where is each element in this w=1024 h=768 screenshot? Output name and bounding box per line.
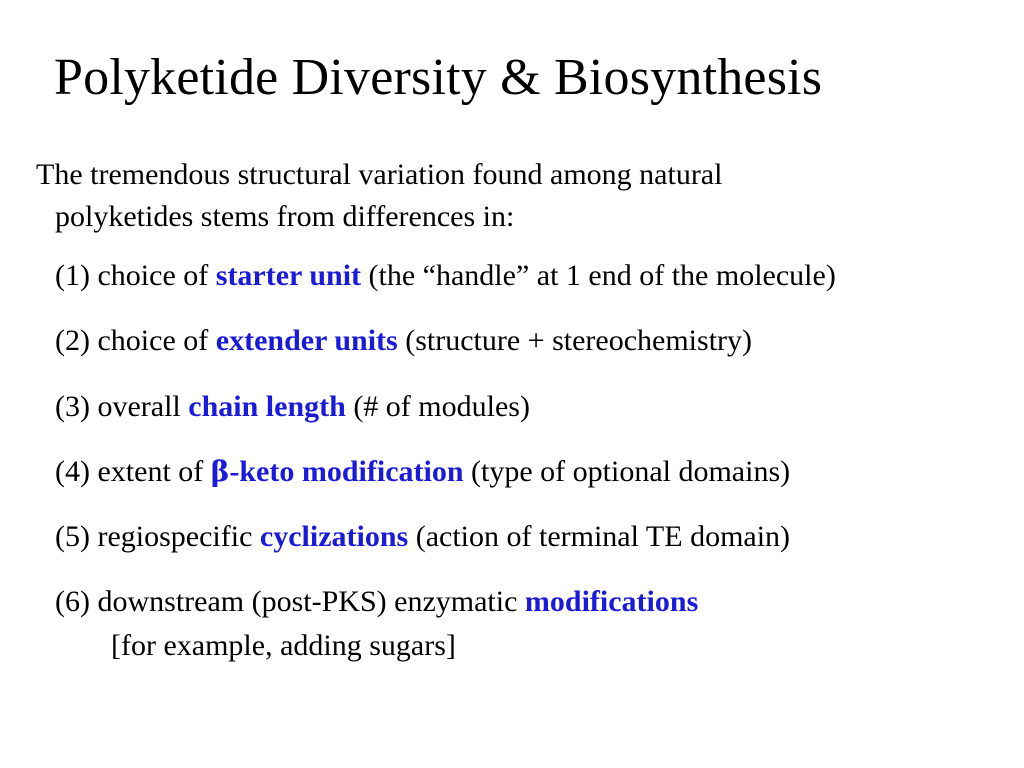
item-6-prefix: (6) downstream (post-PKS) enzymatic [55,585,525,618]
beta-symbol: β [210,455,230,488]
item-3-term: chain length [188,390,346,423]
item-1-suffix: (the “handle” at 1 end of the molecule) [361,259,836,292]
item-2-suffix: (structure + stereochemistry) [397,324,753,357]
intro-line-2: polyketides stems from differences in: [55,200,515,233]
list-item-3 [55,389,530,425]
list-item-6 [55,584,698,620]
item-3-prefix: (3) overall [55,390,189,423]
item-5-suffix: (action of terminal TE domain) [408,520,791,553]
list-item-4 [55,454,790,490]
item-6-note: [for example, adding sugars] [111,629,456,662]
intro-paragraph [36,154,936,238]
item-1-term: starter unit [215,259,362,292]
item-2-term: extender units [215,324,398,357]
item-6-term: modifications [524,585,699,618]
list-item-2 [55,323,752,359]
item-2-prefix: (2) choice of [55,324,216,357]
list-item-1 [55,258,836,294]
item-1-prefix: (1) choice of [55,259,216,292]
list-item-5 [55,519,790,555]
intro-line-1: The tremendous structural variation found among natural [36,158,723,191]
item-5-term: cyclizations [259,520,409,553]
item-5-prefix: (5) regiospecific [55,520,260,553]
item-4-term: -keto modification [229,455,464,488]
item-4-suffix: (type of optional domains) [463,455,791,488]
item-4-prefix: (4) extent of [55,455,211,488]
item-3-suffix: (# of modules) [345,390,530,423]
slide-title: Polyketide Diversity & Biosynthesis [54,49,823,106]
